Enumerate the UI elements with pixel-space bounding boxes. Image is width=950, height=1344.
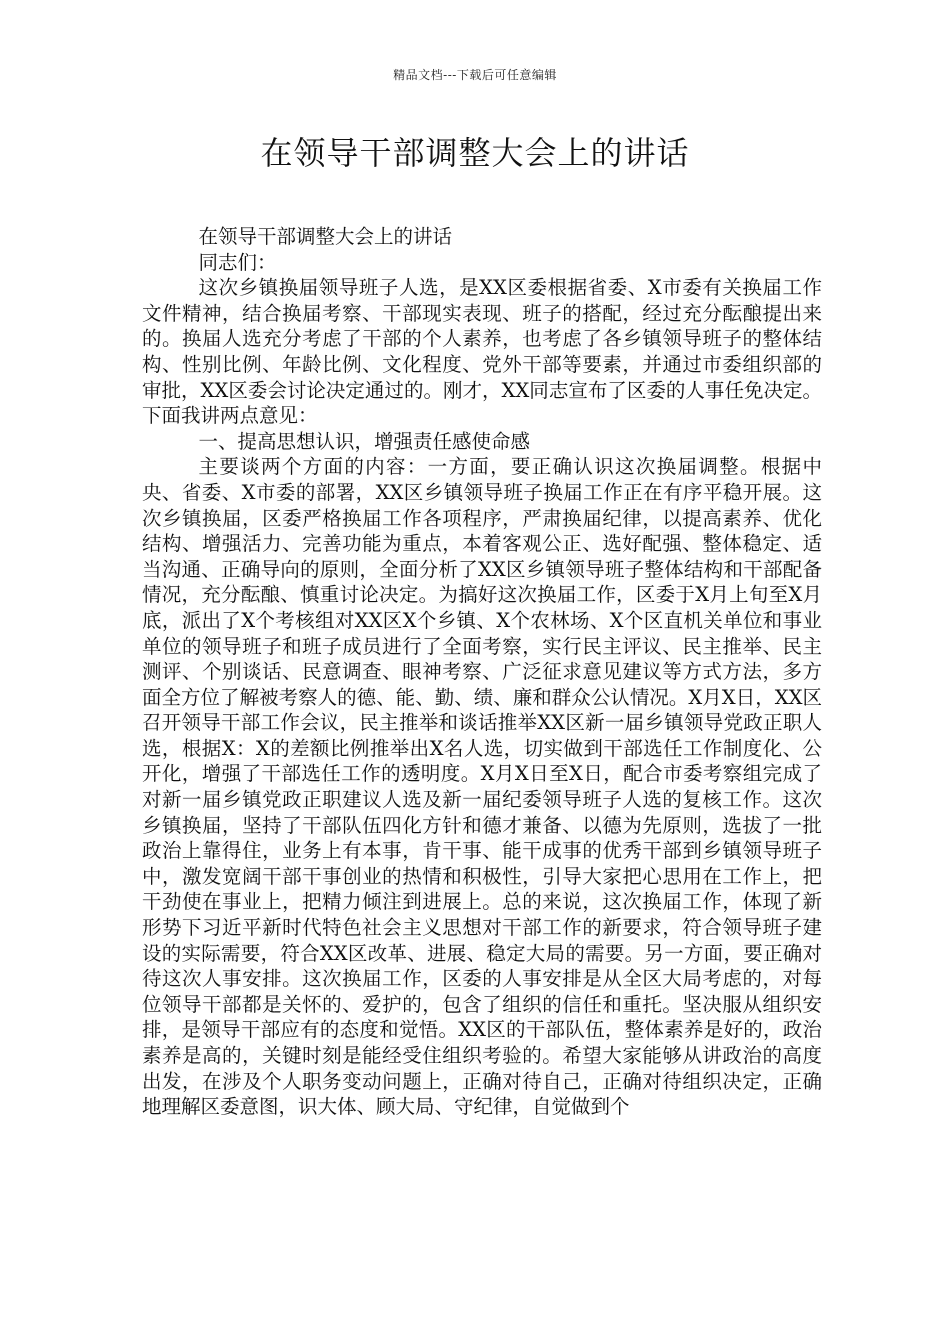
body-paragraph: 主要谈两个方面的内容：一方面，要正确认识这次换届调整。根据中央、省委、X市委的部署，XX区乡镇领导班子换届工作正在有序平稳开展。这次乡镇换届，区委严格换届工作各项程序，严肃换届纪律，以提高素养、优化结构、增强活力、完善功能为重点，本着客观公正、选好配强、整体稳定、适当沟通、正确导向的原则，全面分析了XX区乡镇领导班子整体结构和干部配备情况，充分酝酿、慎重讨论决定。为搞好这次换届工作，区委于X月上旬至X月底，派出了X个考核组对XX区X个乡镇、X个农林场、X个区直机关单位和事业单位的领导班子和班子成员进行了全面考察，实行民主评议、民主推举、民主测评、个别谈话、民意调查、眼神考察、广泛征求意见建议等方式方法，多方面全方位了解被考察人的德、能、勤、绩、廉和群众公认情况。X月X日，XX区召开领导干部工作会议，民主推举和谈话推举XX区新一届乡镇领导党政正职人选，根据X：X的差额比例推举出X名人选，切实做到干部选任工作制度化、公开化，增强了干部选任工作的透明度。X月X日至X日，配合市委考察组完成了对新一届乡镇党政正职建议人选及新一届纪委领导班子人选的复核工作。这次乡镇换届，坚持了干部队伍四化方针和德才兼备、以德为先原则，选拔了一批政治上靠得住，业务上有本事，肯干事、能干成事的优秀干部到乡镇领导班子中，激发宽阔干部干事创业的热情和积极性，引导大家把心思用在工作上，把干劲使在事业上，把精力倾注到进展上。总的来说，这次换届工作，体现了新形势下习近平新时代特色社会主义思想对干部工作的新要求，符合领导班子建设的实际需要，符合XX区改革、进展、稳定大局的需要。另一方面，要正确对待这次人事安排。这次换届工作，区委的人事安排是从全区大局考虑的，对每位领导干部都是关怀的、爱护的，包含了组织的信任和重托。坚决服从组织安排，是领导干部应有的态度和觉悟。XX区的干部队伍，整体素养是好的，政治素养是高的，关键时刻是能经受住组织考验的。希望大家能够从讲政治的高度出发，在涉及个人职务变动问题上，正确对待自己，正确对待组织决定，正确地理解区委意图，识大体、顾大局、守纪律，自觉做到个 [142, 455, 822, 1119]
intro-paragraph: 这次乡镇换届领导班子人选，是XX区委根据省委、X市委有关换届工作文件精神，结合换届考察、干部现实表现、班子的搭配，经过充分酝酿提出来的。换届人选充分考虑了干部的个人素养，也考虑了各乡镇领导班子的整体结构、性别比例、年龄比例、文化程度、党外干部等要素，并通过市委组织部的审批，XX区委会讨论决定通过的。刚才，XX同志宣布了区委的人事任免决定。下面我讲两点意见： [142, 276, 822, 428]
document-title: 在领导干部调整大会上的讲话 [260, 134, 690, 172]
header-note: 精品文档---下载后可任意编辑 [393, 68, 557, 82]
section-heading: 一、提高思想认识，增强责任感使命感 [198, 429, 531, 453]
document-body [142, 224, 822, 1120]
salutation-paragraph: 同志们： [198, 250, 277, 274]
subtitle-paragraph: 在领导干部调整大会上的讲话 [198, 225, 453, 248]
